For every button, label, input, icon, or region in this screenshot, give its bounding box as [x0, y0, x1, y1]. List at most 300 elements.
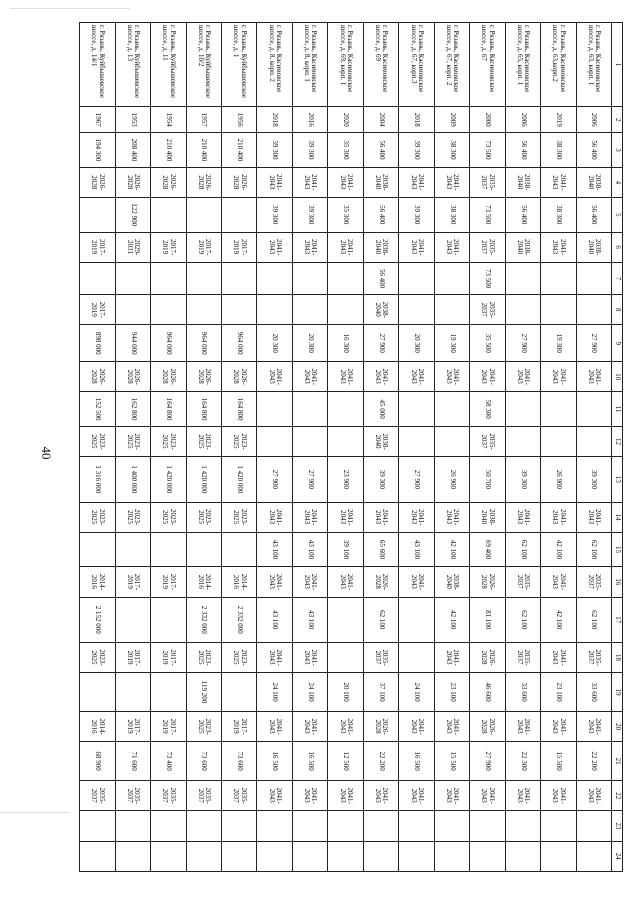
table-cell	[151, 811, 186, 841]
header-cell: 7	[612, 262, 623, 294]
table-cell	[399, 295, 434, 325]
header-cell: 23	[612, 811, 623, 841]
table-cell: 152 500	[80, 392, 116, 427]
header-cell: 18	[612, 642, 623, 672]
table-cell	[505, 811, 540, 841]
table-cell: 2041-2043	[399, 781, 434, 811]
table-cell: 210 400	[151, 133, 186, 168]
table-cell	[222, 841, 257, 871]
table-cell: 2041-2043	[576, 712, 611, 742]
table-cell: 2035-2037	[576, 567, 611, 597]
table-cell: 208 400	[115, 133, 150, 168]
header-row	[612, 23, 623, 872]
table-cell	[505, 841, 540, 871]
table-cell	[80, 532, 116, 567]
table-cell: 2017-2019	[151, 642, 186, 672]
table-cell	[80, 841, 116, 871]
table-cell: 2023-2025	[115, 426, 150, 456]
table-cell: 2023-2025	[151, 502, 186, 532]
table-cell: 2023-2025	[186, 502, 221, 532]
table-cell: 35 500	[470, 325, 505, 362]
table-cell	[151, 295, 186, 325]
table-cell	[328, 642, 363, 672]
table-cell	[151, 841, 186, 871]
table-cell	[80, 197, 116, 232]
table-cell: 2026-2028	[151, 167, 186, 197]
table-cell: 2041-2043	[505, 502, 540, 532]
table-cell: 39 100	[328, 532, 363, 567]
table-cell: 2023-2025	[222, 426, 257, 456]
table-cell: 50 700	[470, 457, 505, 502]
table-cell: 2017-2019	[151, 232, 186, 262]
table-cell: 2041-2043	[292, 232, 327, 262]
table-cell: 2000	[470, 107, 505, 133]
table-cell: 2041-2043	[257, 642, 292, 672]
table-cell: 42 100	[541, 597, 576, 642]
table-cell	[222, 197, 257, 232]
table-cell: 2041-2043	[363, 502, 398, 532]
table-cell: 2041-2043	[328, 232, 363, 262]
table-cell	[434, 426, 469, 456]
table-cell: 2041-2043	[434, 167, 469, 197]
table-cell: 35 300	[328, 133, 363, 168]
table-cell: 39 300	[505, 457, 540, 502]
table-cell: 2023-2025	[186, 712, 221, 742]
table-cell: 2035-2037	[470, 167, 505, 197]
table-cell: 2018	[399, 107, 434, 133]
table-cell: 22 300	[505, 742, 540, 781]
table-cell: 2026-2028	[80, 362, 116, 392]
table-cell: 39 300	[292, 133, 327, 168]
table-cell	[328, 295, 363, 325]
table-cell: 2017-2019	[80, 232, 116, 262]
table-cell: 19 300	[541, 325, 576, 362]
table-cell	[151, 262, 186, 294]
table-cell: 2004	[363, 107, 398, 133]
table-cell: 56 400	[505, 197, 540, 232]
table-cell	[399, 426, 434, 456]
table-cell: 1 420 000	[222, 457, 257, 502]
header-cell: 16	[612, 567, 623, 597]
table-cell: 24 100	[257, 673, 292, 712]
table-cell: 2041-2043	[505, 362, 540, 392]
table-cell: 2014-2016	[186, 567, 221, 597]
table-cell	[257, 841, 292, 871]
table-cell	[434, 295, 469, 325]
table-cell	[292, 262, 327, 294]
address-cell: г. Рязань, Касимовское шоссе, д. 69, корп. 1	[328, 23, 363, 107]
table-cell: 2041-2043	[292, 167, 327, 197]
repair-schedule-table	[79, 22, 623, 872]
header-cell: 22	[612, 781, 623, 811]
table-cell: 2023-2025	[186, 642, 221, 672]
header-cell: 20	[612, 712, 623, 742]
table-cell	[505, 426, 540, 456]
table-container	[79, 22, 623, 872]
table-cell: 2017-2019	[80, 295, 116, 325]
table-cell: 1 420 000	[151, 457, 186, 502]
table-cell: 2014-2016	[80, 567, 116, 597]
table-cell: 2041-2043	[541, 567, 576, 597]
table-cell: 2023-2025	[222, 642, 257, 672]
table-cell	[328, 426, 363, 456]
table-cell	[541, 392, 576, 427]
table-cell	[505, 392, 540, 427]
table-cell: 2041-2043	[328, 712, 363, 742]
table-cell: 2038-2040	[470, 502, 505, 532]
table-row	[257, 23, 292, 872]
table-cell: 62 100	[505, 532, 540, 567]
table-cell: 43 100	[257, 532, 292, 567]
table-cell: 2041-2043	[257, 167, 292, 197]
table-cell: 16 500	[292, 742, 327, 781]
table-cell: 2041-2043	[399, 567, 434, 597]
scan-noise	[0, 812, 70, 813]
table-row	[363, 23, 398, 872]
table-cell	[576, 841, 611, 871]
table-cell: 2035-2037	[470, 232, 505, 262]
table-cell	[80, 811, 116, 841]
address-cell: г. Рязань, Куйбышевское шоссе, д. 1	[222, 23, 257, 107]
table-cell: 43 100	[399, 532, 434, 567]
table-cell	[328, 262, 363, 294]
table-row	[115, 23, 150, 872]
table-cell: 56 400	[363, 262, 398, 294]
table-cell: 23 100	[541, 673, 576, 712]
table-cell: 2017-2019	[222, 232, 257, 262]
table-cell: 22 200	[363, 742, 398, 781]
table-cell: 2035-2037	[505, 642, 540, 672]
table-body	[80, 23, 623, 872]
table-cell	[505, 295, 540, 325]
header-cell: 24	[612, 841, 623, 871]
table-cell: 2041-2043	[292, 502, 327, 532]
table-cell: 56 400	[363, 197, 398, 232]
table-cell: 20 100	[328, 673, 363, 712]
table-cell	[222, 532, 257, 567]
table-cell: 2041-2043	[363, 362, 398, 392]
table-cell	[151, 597, 186, 642]
address-cell: г. Рязань, Касимовское шоссе, д. 8, корп. 1	[292, 23, 327, 107]
table-cell: 2026-2028	[115, 167, 150, 197]
table-cell	[576, 811, 611, 841]
table-cell: 2035-2037	[363, 642, 398, 672]
table-cell	[257, 392, 292, 427]
table-cell: 2041-2043	[292, 712, 327, 742]
table-cell: 2026-2028	[222, 362, 257, 392]
table-cell: 1967	[80, 107, 116, 133]
table-cell: 2035-2037	[115, 781, 150, 811]
header-cell: 1	[612, 23, 623, 107]
table-cell: 2041-2043	[363, 781, 398, 811]
table-cell	[399, 811, 434, 841]
header-cell: 5	[612, 197, 623, 232]
table-cell: 162 800	[115, 392, 150, 427]
table-cell: 2041-2043	[399, 362, 434, 392]
table-row	[541, 23, 576, 872]
table-cell: 2017-2019	[222, 712, 257, 742]
table-cell: 2041-2043	[292, 781, 327, 811]
header-cell: 14	[612, 502, 623, 532]
table-cell: 71 600	[115, 742, 150, 781]
table-cell	[470, 811, 505, 841]
table-row	[505, 23, 540, 872]
table-cell: 26 900	[541, 457, 576, 502]
table-cell: 73 400	[151, 742, 186, 781]
table-cell: 2041-2043	[576, 502, 611, 532]
table-cell: 27 900	[470, 742, 505, 781]
table-cell: 42 100	[434, 597, 469, 642]
table-cell: 39 300	[257, 197, 292, 232]
table-cell: 2041-2043	[257, 712, 292, 742]
table-cell: 2019	[541, 107, 576, 133]
table-cell: 2041-2043	[541, 232, 576, 262]
table-cell	[257, 262, 292, 294]
table-row	[470, 23, 505, 872]
table-cell: 38 300	[541, 133, 576, 168]
table-cell: 2041-2043	[292, 567, 327, 597]
table-cell: 16 300	[328, 325, 363, 362]
address-cell: г. Рязань, Касимовское шоссе, д. 67	[470, 23, 505, 107]
table-cell: 2041-2043	[505, 712, 540, 742]
table-row	[328, 23, 363, 872]
table-cell	[222, 811, 257, 841]
table-cell: 27 900	[399, 457, 434, 502]
table-cell: 2026-2028	[470, 712, 505, 742]
table-cell: 42 100	[541, 532, 576, 567]
table-cell: 2038-2040	[434, 567, 469, 597]
table-cell: 2038-2040	[576, 232, 611, 262]
table-cell: 73 500	[470, 197, 505, 232]
table-cell	[115, 673, 150, 712]
table-cell	[399, 392, 434, 427]
table-cell: 2018	[257, 107, 292, 133]
table-cell: 2038-2040	[363, 232, 398, 262]
table-cell: 2014-2016	[80, 712, 116, 742]
table-cell: 27 900	[257, 457, 292, 502]
table-cell: 2035-2037	[576, 642, 611, 672]
table-cell	[505, 262, 540, 294]
table-cell: 2035-2037	[505, 567, 540, 597]
table-cell: 2038-2040	[576, 167, 611, 197]
header-cell: 6	[612, 232, 623, 262]
table-row	[186, 23, 221, 872]
header-cell: 17	[612, 597, 623, 642]
table-cell: 2017-2019	[151, 567, 186, 597]
table-cell	[115, 532, 150, 567]
table-cell	[222, 262, 257, 294]
table-cell: 24 100	[292, 673, 327, 712]
table-cell: 2026-2028	[151, 362, 186, 392]
table-cell	[292, 426, 327, 456]
table-cell: 19 300	[434, 325, 469, 362]
table-cell	[399, 262, 434, 294]
table-cell: 2035-2037	[80, 781, 116, 811]
table-cell: 37 100	[363, 673, 398, 712]
table-cell: 2041-2043	[541, 781, 576, 811]
header-cell: 4	[612, 167, 623, 197]
table-cell: 2041-2043	[328, 362, 363, 392]
table-cell: 2041-2043	[434, 712, 469, 742]
table-cell: 27 900	[505, 325, 540, 362]
address-cell: г. Рязань, Касимовское шоссе, д. 65, корп. 1	[505, 23, 540, 107]
table-cell: 2041-2043	[576, 362, 611, 392]
table-cell: 164 800	[186, 392, 221, 427]
table-cell: 2041-2043	[434, 502, 469, 532]
scan-noise	[10, 8, 130, 9]
address-cell: г. Рязань, Касимовское шоссе, д. 69	[363, 23, 398, 107]
header-cell: 19	[612, 673, 623, 712]
table-cell: 2041-2043	[257, 781, 292, 811]
table-cell	[151, 532, 186, 567]
table-cell	[399, 841, 434, 871]
table-cell: 2035-2037	[470, 426, 505, 456]
header-cell: 2	[612, 107, 623, 133]
table-cell: 2041-2043	[505, 781, 540, 811]
table-cell	[257, 426, 292, 456]
table-cell: 39 300	[399, 197, 434, 232]
table-cell: 73 600	[222, 742, 257, 781]
table-cell	[222, 673, 257, 712]
table-cell: 39 300	[292, 197, 327, 232]
table-cell: 2035-2037	[470, 295, 505, 325]
table-cell	[363, 811, 398, 841]
table-cell: 2035-2037	[222, 781, 257, 811]
table-cell	[186, 295, 221, 325]
table-cell	[186, 262, 221, 294]
table-cell: 119 200	[186, 673, 221, 712]
table-cell: 2017-2019	[115, 642, 150, 672]
table-cell: 2041-2043	[576, 781, 611, 811]
table-cell: 2041-2043	[434, 232, 469, 262]
table-cell	[292, 811, 327, 841]
table-cell: 20 300	[399, 325, 434, 362]
table-cell: 2026-2028	[80, 167, 116, 197]
table-cell: 69 400	[470, 532, 505, 567]
table-cell	[434, 841, 469, 871]
table-cell	[399, 642, 434, 672]
table-cell: 2006	[505, 107, 540, 133]
table-row	[222, 23, 257, 872]
table-row	[80, 23, 116, 872]
table-cell: 164 800	[151, 392, 186, 427]
table-cell: 2026-2028	[363, 567, 398, 597]
table-cell	[541, 426, 576, 456]
table-cell: 16 500	[257, 742, 292, 781]
table-cell: 2041-2043	[328, 502, 363, 532]
table-cell: 27 900	[292, 457, 327, 502]
header-cell: 9	[612, 325, 623, 362]
table-cell: 45 000	[363, 392, 398, 427]
table-cell: 22 200	[576, 742, 611, 781]
table-cell	[434, 811, 469, 841]
table-cell: 2041-2043	[328, 167, 363, 197]
table-cell: 73 600	[186, 742, 221, 781]
table-cell: 2041-2043	[434, 642, 469, 672]
table-cell	[222, 295, 257, 325]
table-cell: 65 600	[363, 532, 398, 567]
table-cell: 2014-2016	[222, 567, 257, 597]
table-cell	[292, 841, 327, 871]
table-cell: 39 300	[257, 133, 292, 168]
table-cell: 43 100	[292, 597, 327, 642]
table-cell: 2 332 000	[222, 597, 257, 642]
table-cell: 2041-2043	[328, 567, 363, 597]
table-cell: 2026-2028	[222, 167, 257, 197]
table-cell: 2041-2043	[541, 712, 576, 742]
table-cell: 164 800	[222, 392, 257, 427]
table-cell: 46 600	[470, 673, 505, 712]
table-cell	[186, 532, 221, 567]
table-cell: 2041-2043	[328, 781, 363, 811]
table-cell: 2023-2025	[222, 502, 257, 532]
table-cell: 2041-2043	[434, 362, 469, 392]
table-cell	[470, 841, 505, 871]
table-cell: 62 100	[576, 597, 611, 642]
table-cell: 2038-2040	[505, 167, 540, 197]
table-cell: 1954	[151, 107, 186, 133]
table-cell: 56 400	[576, 133, 611, 168]
header-cell: 15	[612, 532, 623, 567]
table-cell: 43 100	[292, 532, 327, 567]
table-cell: 1 316 000	[80, 457, 116, 502]
table-cell: 27 900	[576, 325, 611, 362]
table-cell: 2023-2025	[80, 642, 116, 672]
table-cell: 2041-2043	[399, 712, 434, 742]
table-cell: 2026-2028	[363, 712, 398, 742]
table-cell	[186, 841, 221, 871]
table-cell	[541, 262, 576, 294]
table-cell: 1 400 000	[115, 457, 150, 502]
table-cell: 2006	[576, 107, 611, 133]
table-cell: 2041-2043	[541, 642, 576, 672]
table-cell: 42 100	[434, 532, 469, 567]
table-cell: 2041-2043	[470, 362, 505, 392]
table-cell: 27 900	[363, 325, 398, 362]
table-cell: 2041-2043	[292, 362, 327, 392]
header-cell: 3	[612, 133, 623, 168]
table-cell: 43 100	[257, 597, 292, 642]
table-cell: 1953	[115, 107, 150, 133]
table-cell: 2038-2040	[363, 426, 398, 456]
address-cell: г. Рязань, Куйбышевское шоссе, д. 10/2	[186, 23, 221, 107]
table-cell	[115, 295, 150, 325]
table-cell	[541, 295, 576, 325]
table-cell: 2023-2025	[115, 502, 150, 532]
table-cell: 20 300	[257, 325, 292, 362]
table-cell: 56 400	[576, 197, 611, 232]
table-cell	[80, 673, 116, 712]
table-cell: 2017-2019	[186, 232, 221, 262]
header-cell: 21	[612, 742, 623, 781]
table-cell	[115, 811, 150, 841]
table-cell: 38 300	[434, 197, 469, 232]
table-cell: 194 300	[80, 133, 116, 168]
table-cell: 2016	[292, 107, 327, 133]
table-cell: 2041-2043	[541, 362, 576, 392]
table-cell	[115, 597, 150, 642]
table-cell: 38 300	[541, 197, 576, 232]
table-cell: 2026-2028	[186, 362, 221, 392]
table-cell: 2017-2019	[115, 712, 150, 742]
table-cell	[186, 811, 221, 841]
table-cell: 2026-2028	[470, 642, 505, 672]
table-cell	[399, 597, 434, 642]
table-cell	[434, 392, 469, 427]
table-cell: 39 300	[399, 133, 434, 168]
table-cell: 2017-2019	[151, 712, 186, 742]
table-cell: 35 300	[328, 197, 363, 232]
